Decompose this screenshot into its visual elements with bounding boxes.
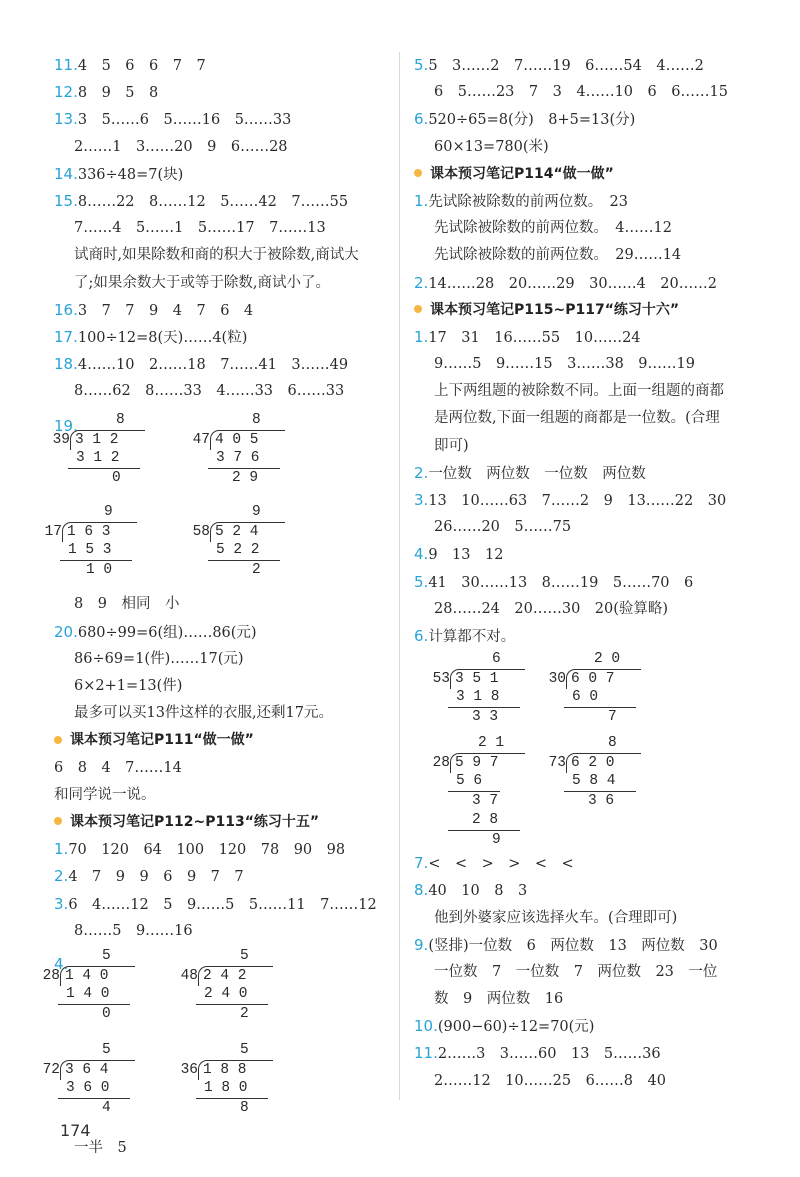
dividend: 1 6 3 <box>62 522 137 542</box>
answer-line: 即可) <box>434 437 469 454</box>
item-number: 2. <box>54 867 69 886</box>
section-heading <box>54 809 384 836</box>
answer-line <box>54 52 384 79</box>
answer-line <box>54 297 384 324</box>
dividend: 3 1 2 <box>70 430 145 450</box>
item-number: 1. <box>414 191 429 210</box>
answer-text: 14……28 20……29 30……4 20……2 <box>428 275 717 292</box>
dividend: 5 9 7 <box>450 753 525 773</box>
answer-line: 8 9 相同 小 <box>74 596 180 613</box>
answer-line <box>54 351 384 378</box>
partial-product: 3 1 8 <box>456 689 500 706</box>
answer-line: 8……5 9……16 <box>74 922 193 939</box>
answer-text: 4……10 2……18 7……41 3……49 <box>77 357 349 374</box>
answer-line <box>54 891 384 918</box>
partial-product: 3 1 2 <box>76 450 120 467</box>
remainder: 2 9 <box>232 470 259 487</box>
answer-line <box>54 836 384 863</box>
divisor: 39 <box>52 432 70 449</box>
item-number: 9. <box>414 935 429 954</box>
bullet-icon <box>54 817 62 825</box>
answer-line: 28……24 20……30 20(验算略) <box>434 600 669 617</box>
item-number: 11. <box>414 1044 438 1063</box>
answer-text: 计算都不对。 <box>428 628 516 645</box>
remainder: 2 <box>240 1005 249 1022</box>
partial-product: 3 7 6 <box>216 450 260 467</box>
section-title: 课本预习笔记P115~P117“练习十六” <box>430 301 680 318</box>
column-divider <box>399 52 400 1100</box>
answer-line: 数 9 两位数 16 <box>434 991 564 1008</box>
divisor: 53 <box>432 671 450 688</box>
item-number: 11. <box>54 56 78 74</box>
dividend: 6 2 0 <box>566 753 641 773</box>
answer-line: 先试除被除数的前两位数。 4……12 <box>434 220 672 237</box>
section-title: 课本预习笔记P112~P113“练习十五” <box>70 813 320 830</box>
item-number: 5. <box>414 572 429 591</box>
answer-text: 41 30……13 8……19 5……70 6 <box>428 574 694 591</box>
divisor: 73 <box>548 755 566 772</box>
answer-text: < < > > < < <box>428 856 574 873</box>
answer-text: (竖排)一位数 6 两位数 13 两位数 30 <box>428 937 718 954</box>
item-number: 4. <box>414 545 429 564</box>
long-division <box>22 503 147 580</box>
quotient: 9 <box>104 504 113 521</box>
divisor: 48 <box>180 967 198 984</box>
long-division <box>38 411 163 488</box>
answer-line: 7……4 5……1 5……17 7……13 <box>74 220 326 237</box>
item-number: 1. <box>54 840 69 859</box>
remainder: 0 <box>102 1005 111 1022</box>
answer-text: 4 5 6 6 7 7 <box>77 58 206 74</box>
dividend: 6 0 7 <box>566 669 641 689</box>
answer-text: 6 4……12 5 9……5 5……11 7……12 <box>68 896 377 913</box>
item-number: 5. <box>414 56 429 74</box>
section-heading <box>414 297 754 324</box>
answer-line <box>414 324 754 351</box>
divisor: 58 <box>192 524 210 541</box>
answer-text: 8 9 5 8 <box>77 85 159 102</box>
item-number: 7. <box>414 854 429 873</box>
answer-text: 13 10……63 7……2 9 13……22 30 <box>428 493 727 509</box>
answer-text: 先试除被除数的前两位数。 23 <box>428 193 629 210</box>
remainder: 0 <box>112 470 121 487</box>
item-number: 12. <box>54 83 78 102</box>
partial-product: 1 8 0 <box>204 1079 248 1096</box>
item-number: 14. <box>54 164 78 183</box>
answer-line <box>414 932 754 959</box>
answer-line <box>414 569 754 596</box>
remainder: 1 0 <box>86 562 113 579</box>
dividend: 5 2 4 <box>210 522 285 542</box>
quotient: 2 1 <box>478 735 505 752</box>
quotient: 8 <box>608 735 617 752</box>
partial-product: 2 8 <box>472 812 499 829</box>
divisor: 72 <box>42 1061 60 1078</box>
item-number: 19. <box>54 417 78 436</box>
partial-product: 1 5 3 <box>68 542 112 559</box>
answer-text: 9 13 12 <box>428 547 504 564</box>
quotient: 8 <box>116 412 125 429</box>
long-division-group-19 <box>44 405 384 591</box>
answer-text: 520÷65=8(分) 8+5=13(分) <box>428 112 636 129</box>
long-division <box>188 503 313 580</box>
bullet-icon <box>414 305 422 313</box>
divisor: 17 <box>44 524 62 541</box>
remainder: 8 <box>240 1099 249 1116</box>
long-division-group-4 <box>42 945 384 1135</box>
answer-line <box>414 460 754 487</box>
remainder: 9 <box>492 832 501 849</box>
item-number: 6. <box>414 626 429 645</box>
answer-text: 3 7 7 9 4 7 6 4 <box>77 302 254 319</box>
page-number: 174 <box>60 1121 91 1140</box>
answer-line <box>414 1013 754 1040</box>
dividend: 4 0 5 <box>210 430 285 450</box>
answer-line <box>414 541 754 568</box>
answer-text: 8……22 8……12 5……42 7……55 <box>77 193 349 210</box>
long-division <box>428 650 553 727</box>
answer-text: 5 3……2 7……19 6……54 4……2 <box>428 58 704 74</box>
answer-text: 70 120 64 100 120 78 90 98 <box>68 842 346 859</box>
answer-line: 最多可以买13件这样的衣服,还剩17元。 <box>74 705 334 722</box>
quotient: 5 <box>102 947 111 964</box>
quotient: 9 <box>252 504 261 521</box>
dividend: 3 5 1 <box>450 669 525 689</box>
item-number: 17. <box>54 327 78 346</box>
answer-line: 2……12 10……25 6……8 40 <box>434 1072 666 1089</box>
item-number: 20. <box>54 622 78 641</box>
item-number: 1. <box>414 327 429 346</box>
item-number: 6. <box>414 110 429 129</box>
divisor: 28 <box>432 755 450 772</box>
answer-line <box>54 619 384 646</box>
answer-text: 3 5……6 5……16 5……33 <box>77 112 292 129</box>
item-number: 3. <box>54 894 69 913</box>
answer-line <box>414 1040 754 1067</box>
item-number: 4. <box>54 954 69 973</box>
divisor: 47 <box>192 432 210 449</box>
answer-line: 试商时,如果除数和商的积大于被除数,商试大 <box>74 247 359 264</box>
answer-line: 26……20 5……75 <box>434 519 572 536</box>
section-title: 课本预习笔记P114“做一做” <box>430 165 614 182</box>
answer-text: (900−60)÷12=70(元) <box>437 1019 595 1036</box>
partial-product: 3 6 0 <box>66 1079 110 1096</box>
item-number: 3. <box>414 491 429 509</box>
answer-line <box>54 324 384 351</box>
partial-product: 2 4 0 <box>204 985 248 1002</box>
long-division <box>38 947 163 1024</box>
remainder: 7 <box>608 709 617 726</box>
remainder: 4 <box>102 1099 111 1116</box>
item-number: 2. <box>414 273 429 292</box>
answer-line: 8……62 8……33 4……33 6……33 <box>74 383 345 400</box>
answer-line: 先试除被除数的前两位数。 29……14 <box>434 247 682 264</box>
quotient: 6 <box>492 651 501 668</box>
answer-line: 9……5 9……15 3……38 9……19 <box>434 356 695 373</box>
partial-product: 5 6 <box>456 773 483 790</box>
partial-product: 5 8 4 <box>572 773 616 790</box>
answer-line <box>414 270 754 297</box>
partial-product: 6 0 <box>572 689 599 706</box>
long-division <box>38 1041 163 1118</box>
quotient: 8 <box>252 412 261 429</box>
partial-product: 5 2 2 <box>216 542 260 559</box>
dividend: 2 4 2 <box>198 966 273 986</box>
answer-line: 和同学说一说。 <box>54 786 156 803</box>
remainder: 3 6 <box>588 793 615 810</box>
item-number: 2. <box>414 463 429 482</box>
item-number: 8. <box>414 881 429 900</box>
answer-text: 680÷99=6(组)……86(元) <box>77 624 257 641</box>
answer-line: 上下两组题的被除数不同。上面一组题的商都 <box>434 383 724 400</box>
answer-line <box>414 188 754 215</box>
item-number: 10. <box>414 1017 438 1036</box>
answer-line <box>414 487 754 514</box>
remainder: 3 3 <box>472 709 499 726</box>
answer-text: 4 7 9 9 6 9 7 7 <box>68 869 244 886</box>
answer-line: 6×2+1=13(件) <box>74 678 183 694</box>
answer-line <box>414 106 754 133</box>
answer-line <box>54 106 384 133</box>
answer-text: 40 10 8 3 <box>428 883 528 900</box>
partial-remainder: 3 7 <box>472 793 499 810</box>
long-division <box>544 650 669 727</box>
section-heading <box>414 161 754 188</box>
answer-line: 了;如果余数大于或等于除数,商试小了。 <box>74 274 330 291</box>
quotient: 5 <box>240 1041 249 1058</box>
answer-text: 17 31 16……55 10……24 <box>428 329 641 346</box>
answer-line <box>414 52 754 79</box>
answer-line: 他到外婆家应该选择火车。(合理即可) <box>434 909 678 926</box>
divisor: 36 <box>180 1061 198 1078</box>
answer-text: 2……3 3……60 13 5……36 <box>437 1046 661 1063</box>
quotient: 5 <box>102 1041 111 1058</box>
item-number: 15. <box>54 191 78 210</box>
answer-line <box>414 877 754 904</box>
right-column <box>414 52 754 1095</box>
divisor: 28 <box>42 967 60 984</box>
answer-line <box>54 863 384 890</box>
long-division <box>544 734 669 811</box>
bullet-icon <box>54 736 62 744</box>
dividend: 1 8 8 <box>198 1060 273 1080</box>
answer-line: 6 5……23 7 3 4……10 6 6……15 <box>434 84 728 101</box>
quotient: 2 0 <box>594 651 621 668</box>
answer-line: 86÷69=1(件)……17(元) <box>74 650 244 667</box>
section-title: 课本预习笔记P111“做一做” <box>70 732 254 749</box>
long-division-group-6 <box>414 650 754 850</box>
bullet-icon <box>414 169 422 177</box>
answer-line <box>54 79 384 106</box>
answer-line: 2……1 3……20 9 6……28 <box>74 138 288 155</box>
dividend: 1 4 0 <box>60 966 135 986</box>
divisor: 30 <box>548 671 566 688</box>
answer-line <box>54 161 384 188</box>
answer-line: 一半 5 <box>74 1139 127 1156</box>
remainder: 2 <box>252 562 261 579</box>
answer-line: 6 8 4 7……14 <box>54 759 182 776</box>
answer-line: 是两位数,下面一组题的商都是一位数。(合理 <box>434 410 720 427</box>
item-number: 18. <box>54 355 78 374</box>
partial-product: 1 4 0 <box>66 985 110 1002</box>
long-division <box>188 411 313 488</box>
answer-text: 100÷12=8(天)……4(粒) <box>77 329 248 346</box>
answer-line <box>54 188 384 215</box>
answer-line: 一位数 7 一位数 7 两位数 23 一位 <box>434 963 718 980</box>
answer-line <box>414 623 754 650</box>
section-heading <box>54 727 384 754</box>
answer-text: 一位数 两位数 一位数 两位数 <box>428 465 646 482</box>
quotient: 5 <box>240 947 249 964</box>
dividend: 3 6 4 <box>60 1060 135 1080</box>
left-column <box>42 52 384 1162</box>
long-division <box>176 1041 301 1118</box>
item-number: 13. <box>54 110 78 129</box>
item-number: 16. <box>54 300 78 319</box>
answer-text: 336÷48=7(块) <box>77 166 184 183</box>
long-division <box>176 947 301 1024</box>
answer-line: 60×13=780(米) <box>434 138 549 155</box>
answer-line <box>414 850 754 877</box>
long-division <box>428 734 553 850</box>
